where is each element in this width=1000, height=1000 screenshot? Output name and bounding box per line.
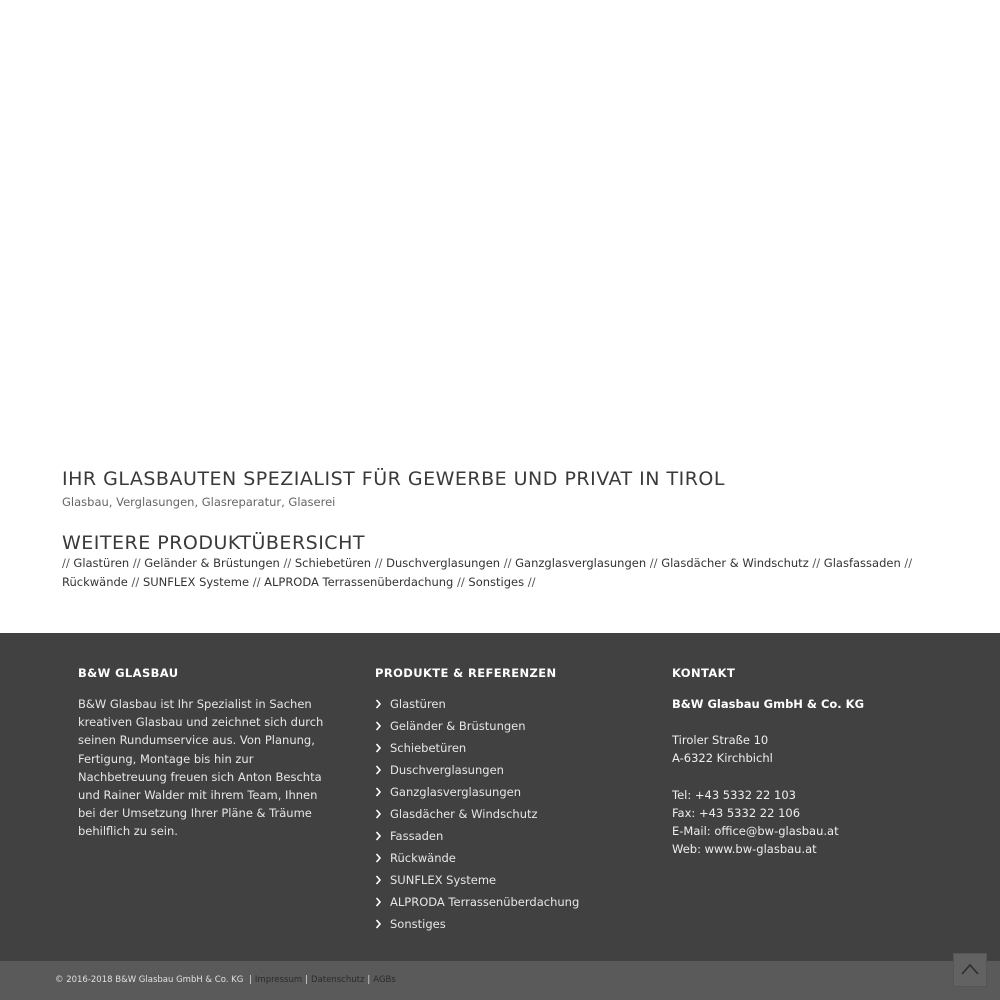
- chevron-right-icon: [375, 717, 383, 735]
- footer-product-item[interactable]: [375, 717, 635, 739]
- product-link[interactable]: ALPRODA Terrassenüberdachung: [264, 575, 454, 589]
- footer-product-item[interactable]: [375, 783, 635, 805]
- footer-product-label: Ganzglasverglasungen: [390, 785, 521, 799]
- chevron-right-icon: [375, 893, 383, 911]
- footer-product-item[interactable]: [375, 871, 635, 893]
- product-overview-list: [62, 554, 942, 592]
- footer-product-item[interactable]: [375, 805, 635, 827]
- hero-image-area: [0, 0, 1000, 460]
- separator: //: [646, 556, 662, 570]
- footer-product-label: Fassaden: [390, 829, 444, 843]
- contact-email-label: E-Mail:: [672, 824, 715, 839]
- footer: [0, 633, 1000, 961]
- product-link[interactable]: SUNFLEX Systeme: [142, 575, 250, 589]
- footer-product-label: Rückwände: [390, 851, 456, 865]
- separator: //: [808, 556, 824, 570]
- chevron-right-icon: [375, 783, 383, 801]
- chevron-right-icon: [375, 761, 383, 779]
- chevron-right-icon: [375, 695, 383, 713]
- chevron-right-icon: [375, 827, 383, 845]
- footer-link-agbs[interactable]: AGBs: [373, 975, 396, 985]
- product-link[interactable]: Glastüren: [73, 556, 130, 570]
- product-link[interactable]: Ganzglasverglasungen: [515, 556, 647, 570]
- separator: //: [453, 575, 469, 589]
- chevron-right-icon: [375, 849, 383, 867]
- contact-web-label: Web:: [672, 842, 705, 857]
- product-link[interactable]: Glasfassaden: [823, 556, 901, 570]
- footer-contact-heading: KONTAKT: [672, 666, 736, 680]
- contact-address: [672, 731, 932, 767]
- footer-product-item[interactable]: [375, 695, 635, 717]
- separator: //: [249, 575, 265, 589]
- footer-product-label: ALPRODA Terrassenüberdachung: [390, 895, 580, 909]
- separator: //: [500, 556, 516, 570]
- footer-product-label: Schiebetüren: [390, 741, 467, 755]
- footer-about-column: [78, 665, 328, 841]
- product-link[interactable]: Schiebetüren: [294, 556, 372, 570]
- chevron-right-icon: [375, 915, 383, 933]
- footer-products-heading: PRODUKTE & REFERENZEN: [375, 666, 557, 680]
- link-separator: |: [367, 975, 371, 985]
- copyright-text: © 2016-2018 B&W Glasbau GmbH & Co. KG: [55, 975, 244, 985]
- footer-products-list: [375, 695, 635, 937]
- page-title: IHR GLASBAUTEN SPEZIALIST FÜR GEWERBE UND PRIVAT IN TIROL: [62, 468, 725, 490]
- footer-product-label: Glasdächer & Windschutz: [390, 807, 538, 821]
- footer-product-label: Glastüren: [390, 697, 446, 711]
- footer-about-text: B&W Glasbau ist Ihr Spezialist in Sachen kreativen Glasbau und zeichnet sich durch seinen Rundumservice aus. Von Planung, Fertigung, Montage bis hin zur Nachbetreuung freuen sich Anton Beschta und Rainer Walder mit ihrem Team, Ihnen bei der Umsetzung Ihrer Pläne & Träume behilflich zu sein.: [78, 697, 324, 839]
- product-link[interactable]: Rückwände: [62, 575, 128, 589]
- separator: //: [62, 556, 74, 570]
- product-link[interactable]: Geländer & Brüstungen: [144, 556, 280, 570]
- intro-section: [62, 466, 942, 592]
- footer-link-impressum[interactable]: Impressum: [254, 975, 303, 985]
- contact-tel[interactable]: Tel: +43 5332 22 103: [672, 787, 796, 802]
- footer-product-label: SUNFLEX Systeme: [390, 873, 497, 887]
- product-link[interactable]: Duschverglasungen: [386, 556, 501, 570]
- footer-contact-column: [672, 665, 932, 858]
- link-separator: |: [305, 975, 309, 985]
- separator: //: [279, 556, 295, 570]
- contact-fax: Fax: +43 5332 22 106: [672, 805, 801, 820]
- footer-product-item[interactable]: [375, 827, 635, 849]
- chevron-right-icon: [375, 739, 383, 757]
- arrow-up-icon: [961, 962, 979, 976]
- contact-company: B&W Glasbau GmbH & Co. KG: [672, 697, 865, 711]
- link-separator: |: [249, 975, 252, 985]
- contact-street: Tiroler Straße 10: [672, 733, 769, 748]
- contact-email-row: [672, 822, 932, 840]
- footer-product-item[interactable]: [375, 849, 635, 871]
- separator: //: [371, 556, 387, 570]
- separator: //: [900, 556, 913, 570]
- separator: //: [524, 575, 536, 589]
- contact-email-link[interactable]: office@bw-glasbau.at: [714, 824, 839, 839]
- footer-product-item[interactable]: [375, 761, 635, 783]
- separator: //: [129, 556, 145, 570]
- chevron-right-icon: [375, 871, 383, 889]
- contact-web-link[interactable]: www.bw-glasbau.at: [704, 842, 817, 857]
- footer-product-label: Geländer & Brüstungen: [390, 719, 526, 733]
- separator: //: [127, 575, 143, 589]
- footer-product-label: Sonstiges: [390, 917, 446, 931]
- contact-details: [672, 786, 932, 859]
- footer-link-datenschutz[interactable]: Datenschutz: [311, 975, 365, 985]
- scroll-to-top-button[interactable]: [953, 953, 987, 987]
- contact-city: A-6322 Kirchbichl: [672, 751, 773, 766]
- contact-web-row: [672, 840, 932, 858]
- copyright-line: [55, 974, 396, 986]
- bottom-bar: [0, 961, 1000, 1000]
- product-link[interactable]: Sonstiges: [468, 575, 525, 589]
- product-link[interactable]: Glasdächer & Windschutz: [661, 556, 809, 570]
- footer-product-item[interactable]: [375, 915, 635, 937]
- footer-products-column: [375, 665, 635, 937]
- overview-title: WEITERE PRODUKTÜBERSICHT: [62, 532, 365, 554]
- footer-about-heading: B&W GLASBAU: [78, 666, 179, 680]
- footer-product-item[interactable]: [375, 893, 635, 915]
- page-subtitle: Glasbau, Verglasungen, Glasreparatur, Glaserei: [62, 495, 336, 509]
- footer-product-label: Duschverglasungen: [390, 763, 504, 777]
- chevron-right-icon: [375, 805, 383, 823]
- footer-product-item[interactable]: [375, 739, 635, 761]
